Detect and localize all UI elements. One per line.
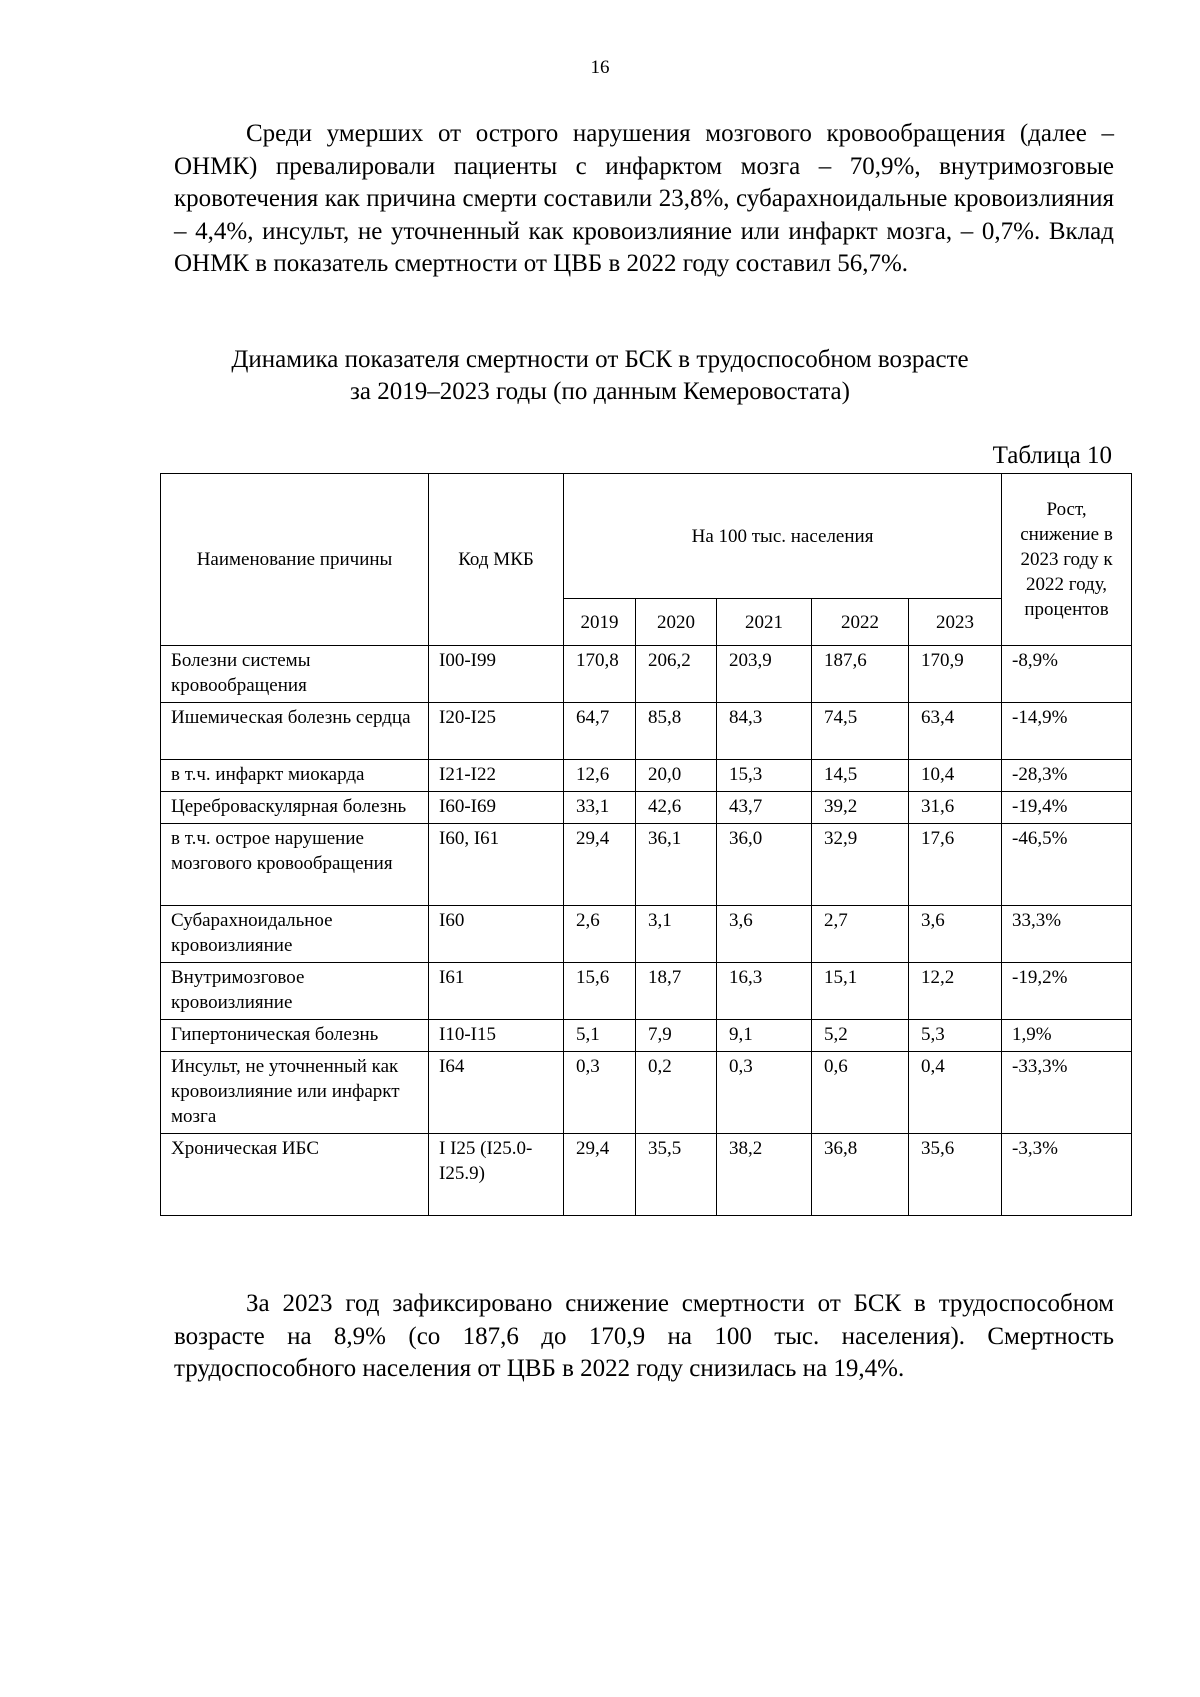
- value-cell: 14,5: [812, 760, 909, 792]
- header-year: 2019: [564, 599, 636, 646]
- growth-cell: -33,3%: [1002, 1052, 1132, 1134]
- table-row: [161, 1052, 1132, 1134]
- value-cell: 64,7: [564, 703, 636, 760]
- growth-cell: 33,3%: [1002, 906, 1132, 963]
- value-cell: 0,6: [812, 1052, 909, 1134]
- value-cell: 63,4: [909, 703, 1002, 760]
- value-cell: 0,4: [909, 1052, 1002, 1134]
- value-cell: 31,6: [909, 792, 1002, 824]
- table-row: [161, 1134, 1132, 1216]
- value-cell: 43,7: [717, 792, 812, 824]
- growth-cell: 1,9%: [1002, 1020, 1132, 1052]
- value-cell: 10,4: [909, 760, 1002, 792]
- value-cell: 203,9: [717, 646, 812, 703]
- value-cell: 16,3: [717, 963, 812, 1020]
- value-cell: 36,8: [812, 1134, 909, 1216]
- caption-line-2: за 2019–2023 годы (по данным Кемеровостата): [350, 378, 850, 405]
- value-cell: 74,5: [812, 703, 909, 760]
- header-year: 2022: [812, 599, 909, 646]
- value-cell: 38,2: [717, 1134, 812, 1216]
- value-cell: 0,2: [636, 1052, 717, 1134]
- value-cell: 85,8: [636, 703, 717, 760]
- cause-cell: в т.ч. острое нарушение мозгового кровообращения: [161, 824, 429, 906]
- table-row: [161, 963, 1132, 1020]
- cause-cell: Ишемическая болезнь сердца: [161, 703, 429, 760]
- value-cell: 15,1: [812, 963, 909, 1020]
- value-cell: 7,9: [636, 1020, 717, 1052]
- value-cell: 3,6: [717, 906, 812, 963]
- intro-paragraph: Среди умерших от острого нарушения мозгового кровообращения (далее – ОНМК) превалировали пациенты с инфарктом мозга – 70,9%, внутримозговые кровотечения как причина смерти составили 23,8%, субарахноидальные кровоизлияния – 4,4%, инсульт, не уточненный как кровоизлияние или инфаркт мозга, – 0,7%. Вклад ОНМК в показатель смертности от ЦВБ в 2022 году составил 56,7%.: [174, 120, 1114, 278]
- cause-cell: Хроническая ИБС: [161, 1134, 429, 1216]
- growth-cell: -3,3%: [1002, 1134, 1132, 1216]
- header-icd-code: Код МКБ: [429, 474, 564, 646]
- table-row: [161, 703, 1132, 760]
- growth-cell: -28,3%: [1002, 760, 1132, 792]
- icd-code-cell: I20-I25: [429, 703, 564, 760]
- value-cell: 5,3: [909, 1020, 1002, 1052]
- value-cell: 39,2: [812, 792, 909, 824]
- table-row: [161, 760, 1132, 792]
- header-year: 2021: [717, 599, 812, 646]
- cause-cell: в т.ч. инфаркт миокарда: [161, 760, 429, 792]
- value-cell: 170,9: [909, 646, 1002, 703]
- table-row: [161, 906, 1132, 963]
- value-cell: 36,1: [636, 824, 717, 906]
- cause-cell: Внутримозговое кровоизлияние: [161, 963, 429, 1020]
- value-cell: 36,0: [717, 824, 812, 906]
- value-cell: 35,6: [909, 1134, 1002, 1216]
- icd-code-cell: I00-I99: [429, 646, 564, 703]
- icd-code-cell: I60, I61: [429, 824, 564, 906]
- growth-cell: -46,5%: [1002, 824, 1132, 906]
- value-cell: 20,0: [636, 760, 717, 792]
- cause-cell: Болезни системы кровообращения: [161, 646, 429, 703]
- icd-code-cell: I64: [429, 1052, 564, 1134]
- icd-code-cell: I10-I15: [429, 1020, 564, 1052]
- value-cell: 3,6: [909, 906, 1002, 963]
- icd-code-cell: I I25 (I25.0-I25.9): [429, 1134, 564, 1216]
- header-year: 2023: [909, 599, 1002, 646]
- table-row: [161, 792, 1132, 824]
- cause-cell: Субарахноидальное кровоизлияние: [161, 906, 429, 963]
- value-cell: 5,2: [812, 1020, 909, 1052]
- value-cell: 12,6: [564, 760, 636, 792]
- caption-line-1: Динамика показателя смертности от БСК в трудоспособном возрасте: [231, 346, 969, 373]
- value-cell: 3,1: [636, 906, 717, 963]
- value-cell: 170,8: [564, 646, 636, 703]
- icd-code-cell: I60-I69: [429, 792, 564, 824]
- value-cell: 5,1: [564, 1020, 636, 1052]
- value-cell: 35,5: [636, 1134, 717, 1216]
- table-header-row: [161, 474, 1132, 599]
- table-row: [161, 646, 1132, 703]
- value-cell: 42,6: [636, 792, 717, 824]
- growth-cell: -14,9%: [1002, 703, 1132, 760]
- value-cell: 84,3: [717, 703, 812, 760]
- value-cell: 32,9: [812, 824, 909, 906]
- value-cell: 18,7: [636, 963, 717, 1020]
- header-growth: Рост, снижение в 2023 году к 2022 году, процентов: [1002, 474, 1132, 646]
- cause-cell: Инсульт, не уточненный как кровоизлияние или инфаркт мозга: [161, 1052, 429, 1134]
- value-cell: 15,6: [564, 963, 636, 1020]
- icd-code-cell: I60: [429, 906, 564, 963]
- value-cell: 17,6: [909, 824, 1002, 906]
- cause-cell: Гипертоническая болезнь: [161, 1020, 429, 1052]
- value-cell: 0,3: [564, 1052, 636, 1134]
- value-cell: 9,1: [717, 1020, 812, 1052]
- value-cell: 15,3: [717, 760, 812, 792]
- header-year: 2020: [636, 599, 717, 646]
- header-per-100k: На 100 тыс. населения: [564, 474, 1002, 599]
- header-cause: Наименование причины: [161, 474, 429, 646]
- mortality-table: [160, 473, 1132, 1216]
- table-row: [161, 824, 1132, 906]
- icd-code-cell: I61: [429, 963, 564, 1020]
- table-caption: [160, 344, 1040, 408]
- value-cell: 12,2: [909, 963, 1002, 1020]
- growth-cell: -19,2%: [1002, 963, 1132, 1020]
- cause-cell: Цереброваскулярная болезнь: [161, 792, 429, 824]
- value-cell: 2,7: [812, 906, 909, 963]
- page-number: 16: [590, 57, 610, 78]
- value-cell: 206,2: [636, 646, 717, 703]
- icd-code-cell: I21-I22: [429, 760, 564, 792]
- conclusion-paragraph: За 2023 год зафиксировано снижение смертности от БСК в трудоспособном возрасте на 8,9% (со 187,6 до 170,9 на 100 тыс. населения). Смертность трудоспособного населения от ЦВБ в 2022 году снизилась на 19,4%.: [174, 1290, 1114, 1383]
- table-row: [161, 1020, 1132, 1052]
- value-cell: 29,4: [564, 824, 636, 906]
- value-cell: 29,4: [564, 1134, 636, 1216]
- value-cell: 2,6: [564, 906, 636, 963]
- value-cell: 187,6: [812, 646, 909, 703]
- table-number-label: Таблица 10: [992, 442, 1112, 469]
- growth-cell: -8,9%: [1002, 646, 1132, 703]
- growth-cell: -19,4%: [1002, 792, 1132, 824]
- value-cell: 0,3: [717, 1052, 812, 1134]
- value-cell: 33,1: [564, 792, 636, 824]
